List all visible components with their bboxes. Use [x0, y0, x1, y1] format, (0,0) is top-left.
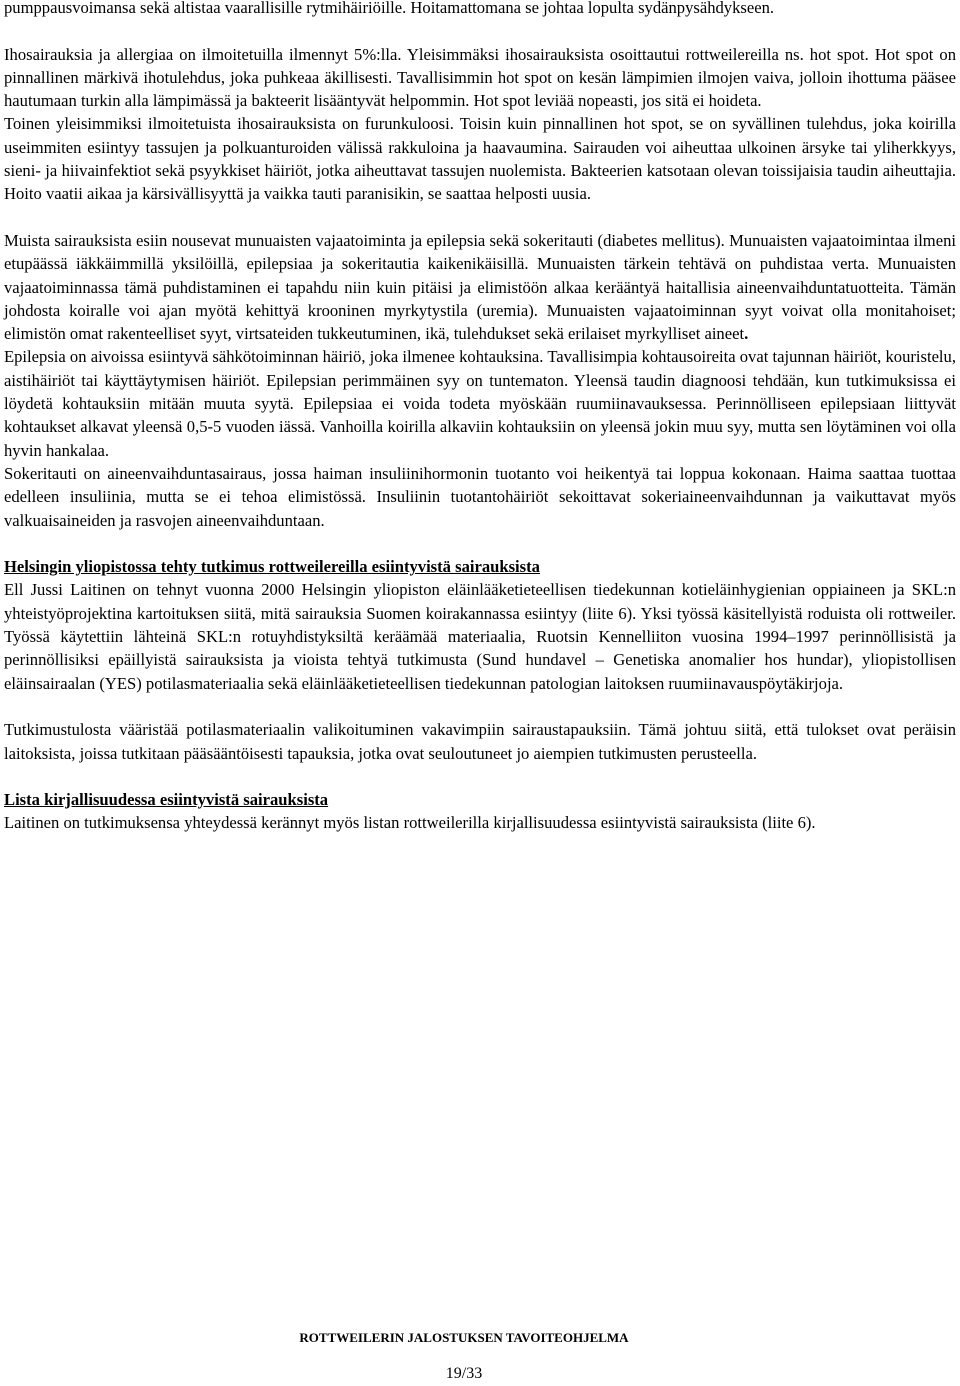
spacer — [4, 532, 956, 555]
paragraph-heart: pumppausvoimansa sekä altistaa vaarallisille rytmihäiriöille. Hoitamattomana se johtaa lopulta sydänpysähdykseen. — [4, 0, 775, 17]
heading-literature-list: Lista kirjallisuudessa esiintyvistä sairauksista — [4, 790, 329, 810]
spacer — [4, 206, 956, 229]
paragraph-kidney-text: Muista sairauksista esiin nousevat munuaisten vajaatoiminta ja epilepsia sekä sokeritauti (diabetes mellitus). Munuaisten vajaatoimintaa ilmeni etupäässä iäkkäimmillä yksilöillä, epilepsiaa ja sokeritautia kaikenikäisillä. Munuaisten tärkein tehtävä on puhdistaa verta. Munuaisten vajaatoiminnassa tämä puhdistaminen ei tapahdu niin kuin pitäisi ja elimistöön alkaa kerääntyä haitallisia aineenvaihduntatuotteita. Tämän johdosta koiralle voi ajan myötä kehittyä krooninen myrkytystila (uremia). Munuaisten vajaatoiminnan syyt voivat olla monitahoiset; elimistön omat rakenteelliset syyt, virtsateiden tukkeutuminen, ikä, tulehdukset sekä erilaiset myrkylliset aineet — [4, 230, 956, 344]
document-page — [4, 0, 956, 835]
page-number: 19/33 — [445, 1365, 483, 1382]
paragraph-diabetes: Sokeritauti on aineenvaihduntasairaus, jossa haiman insuliinihormonin tuotanto voi heikentyä tai loppua kokonaan. Haima saattaa tuottaa edelleen insuliinia, mutta se ei tehoa elimistössä. Insuliinin tuotantohäiriöt sekoittavat sokeriaineenvaihdunnan ja vaikuttavat myös valkuaisaineiden ja rasvojen aineenvaihduntaan. — [4, 463, 956, 530]
spacer — [4, 19, 956, 42]
paragraph-skin-hotspot: Ihosairauksia ja allergiaa on ilmoitetuilla ilmennyt 5%:lla. Yleisimmäksi ihosairauksista osoittautui rottweilereilla ns. hot spot. Hot spot on pinnallinen märkivä ihotulehdus, joka puhkeaa äkillisesti. Tavallisimmin hot spot on kesän lämpimien ilmojen vaiva, jolloin ihottuma pääsee hautumaan turkin alla lämpimässä ja bakteerit lisääntyvät helpommin. Hot spot leviää nopeasti, jos sitä ei hoideta. — [4, 44, 956, 111]
spacer — [4, 695, 956, 718]
paragraph-kidney-end: . — [744, 324, 749, 344]
paragraph-furunculosis: Toinen yleisimmiksi ilmoitetuista ihosairauksista on furunkuloosi. Toisin kuin pinnallinen hot spot, se on syvällinen tulehdus, joka koirilla useimmiten esiintyy tassujen ja polkuanturoiden välissä rakkuloina ja haavaumina. Sairauden voi aiheuttaa ulkoinen ärsyke tai yliherkkyys, sieni- ja hiivainfektiot sekä psyykkiset häiriöt, jotka aiheuttavat tassujen nuolemista. Bakteerien katsotaan olevan toissijaisia taudin aiheuttajia. Hoito vaatii aikaa ja kärsivällisyyttä ja vaikka tauti paranisikin, se saattaa helposti uusia. — [4, 114, 956, 204]
paragraph-laitinen-study: Ell Jussi Laitinen on tehnyt vuonna 2000 Helsingin yliopiston eläinlääketieteellisen tiedekunnan kotieläinhygienian oppiaineen ja SKL:n yhteistyöprojektina kartoituksen siitä, mitä sairauksia Suomen koirakannassa esiintyy (liite 6). Yksi työssä käsitellyistä roduista oli rottweiler. Työssä käytettiin lähteinä SKL:n rotuyhdistyksiltä keräämää materiaalia, Ruotsin Kennelliiton vuosina 1994–1997 perinnöllisistä ja perinnöllisiksi epäillyistä sairauksista ja vioista tehtyä tutkimusta (Sund hundavel – Genetiska anomalier hos hundar), yliopistollisen eläinsairaalan (YES) potilasmateriaalia sekä eläinlääketieteellisen tiedekunnan patologian laitoksen ruumiinavauspöytäkirjoja. — [4, 580, 956, 693]
footer-title: ROTTWEILERIN JALOSTUKSEN TAVOITEOHJELMA — [299, 1330, 629, 1345]
paragraph-literature-list: Laitinen on tutkimuksensa yhteydessä kerännyt myös listan rottweilerilla kirjallisuudessa esiintyvistä sairauksista (liite 6). — [4, 813, 816, 833]
paragraph-kidney — [4, 229, 956, 345]
heading-helsinki-study: Helsingin yliopistossa tehty tutkimus rottweilereilla esiintyvistä sairauksista — [4, 557, 540, 577]
paragraph-study-bias: Tutkimustulosta vääristää potilasmateriaalin valikoituminen vakavimpiin sairaustapauksiin. Tämä johtuu siitä, että tulokset ovat peräisin laitoksista, joissa tutkitaan pääsääntöisesti tapauksia, jotka ovat seuloutuneet jo aiempien tutkimusten perusteella. — [4, 720, 956, 763]
paragraph-epilepsy: Epilepsia on aivoissa esiintyvä sähkötoiminnan häiriö, joka ilmenee kohtauksina. Tavallisimpia kohtausoireita ovat tajunnan häiriöt, kouristelu, aistihäiriöt tai käyttäytymisen häiriöt. Epilepsian perimmäinen syy on tuntematon. Yleensä taudin diagnoosi tehdään, kun tutkimuksissa ei löydetä kohtauksiin mitään muuta syytä. Epilepsiaa ei voida todeta myöskään ruumiinavauksessa. Perinnölliseen epilepsiaan liittyvät kohtaukset alkavat yleensä 0,5-5 vuoden iässä. Vanhoilla koirilla alkaviin kohtauksiin on yleensä jokin muu syy, mutta sen löytäminen voi olla hyvin hankalaa. — [4, 347, 956, 460]
spacer — [4, 765, 956, 788]
